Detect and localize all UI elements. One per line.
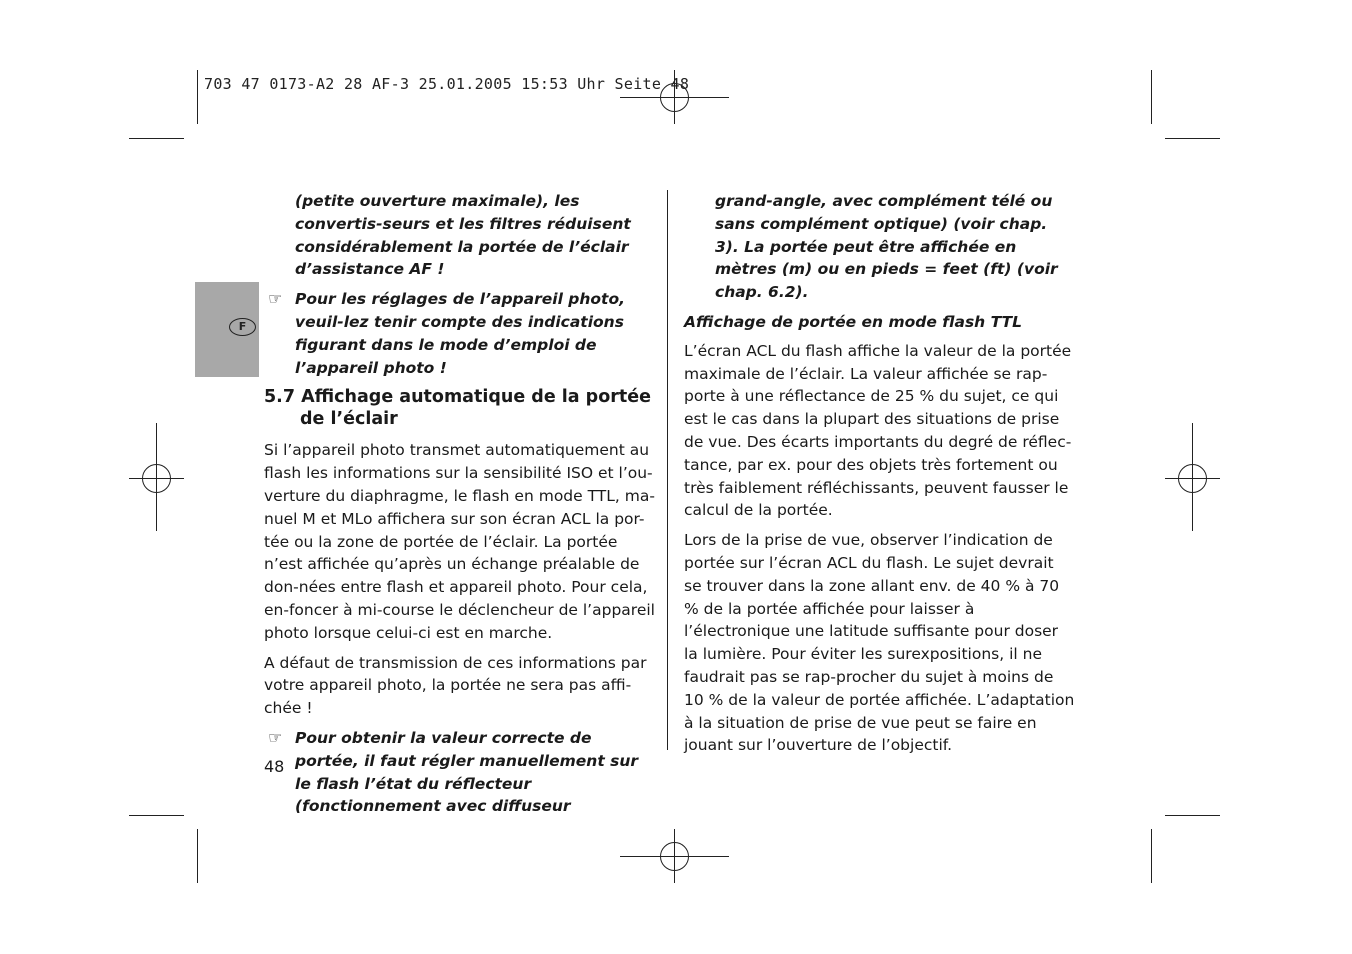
paragraph-no-transmission: A défaut de transmission de ces informations par votre appareil photo, la portée ne sera pas affi-chée ! (264, 653, 647, 718)
note-reflector-text: Pour obtenir la valeur correcte de portée, il faut régler manuellement sur le flash l’état du réflecteur (fonctionnement avec diffuseur (295, 728, 639, 816)
section-title-line2: de l’éclair (300, 409, 398, 430)
paragraph-auto-range: Si l’appareil photo transmet automatiquement au flash les informations sur la sensibilité ISO et l’ou-verture du diaphragme, le flash en mode TTL, ma-nuel M et MLo affichera sur son écran ACL la por-tée ou la zone de portée de l’éclair. La portée n’est affichée qu’après un échange préalable de don-nées entre flash et appareil photo. Pour cela, en-foncer à mi-course le déclencheur de l’appareil photo lorsque celui-ci est en marche. (264, 441, 655, 642)
left-column (264, 190, 656, 825)
pointing-hand-icon: ☞ (268, 727, 283, 747)
pointing-hand-icon: ☞ (268, 289, 283, 309)
page-number: 48 (264, 757, 285, 776)
note-camera-settings (264, 288, 656, 379)
language-badge: F (229, 318, 256, 336)
note-camera-settings-text: Pour les réglages de l’appareil photo, veuil-lez tenir compte des indications figurant dans le mode d’emploi de l’appareil photo ! (295, 290, 626, 377)
intro-note: (petite ouverture maximale), les convertis-seurs et les filtres réduisent considérablement la portée de l’éclair d’assistance AF ! (295, 192, 631, 279)
right-column (684, 190, 1076, 764)
continued-note: grand-angle, avec complément télé ou sans complément optique) (voir chap. 3). La portée peut être affichée en mètres (m) ou en pieds = feet (ft) (voir chap. 6.2). (715, 192, 1058, 302)
subheading-ttl: Affichage de portée en mode flash TTL (684, 312, 1022, 331)
section-title (264, 386, 656, 430)
paragraph-observe-range: Lors de la prise de vue, observer l’indication de portée sur l’écran ACL du flash. Le sujet devrait se trouver dans la zone allant env. de 40 % à 70 % de la portée affichée pour laisser à l’électronique une latitude suffisante pour doser la lumière. Pour éviter les surexpositions, il ne faudrait pas se rap-procher du sujet à moins de 10 % de la valeur de portée affichée. L’adaptation à la situation de prise de vue peut se faire en jouant sur l’ouverture de l’objectif. (684, 531, 1075, 755)
column-divider (667, 190, 668, 750)
paragraph-ttl-range: L’écran ACL du flash affiche la valeur de la portée maximale de l’éclair. La valeur affichée se rap-porte à une réflectance de 25 % du sujet, ce qui est le cas dans la plupart des situations de prise de vue. Des écarts importants du degré de réflec-tance, par ex. pour des objets très fortement ou très faiblement réfléchissants, peuvent fausser le calcul de la portée. (684, 341, 1072, 520)
note-reflector (264, 727, 656, 818)
section-title-line1: 5.7 Affichage automatique de la portée (264, 387, 651, 408)
print-stamp: 703 47 0173-A2 28 AF-3 25.01.2005 15:53 Uhr Seite 48 (204, 75, 690, 93)
